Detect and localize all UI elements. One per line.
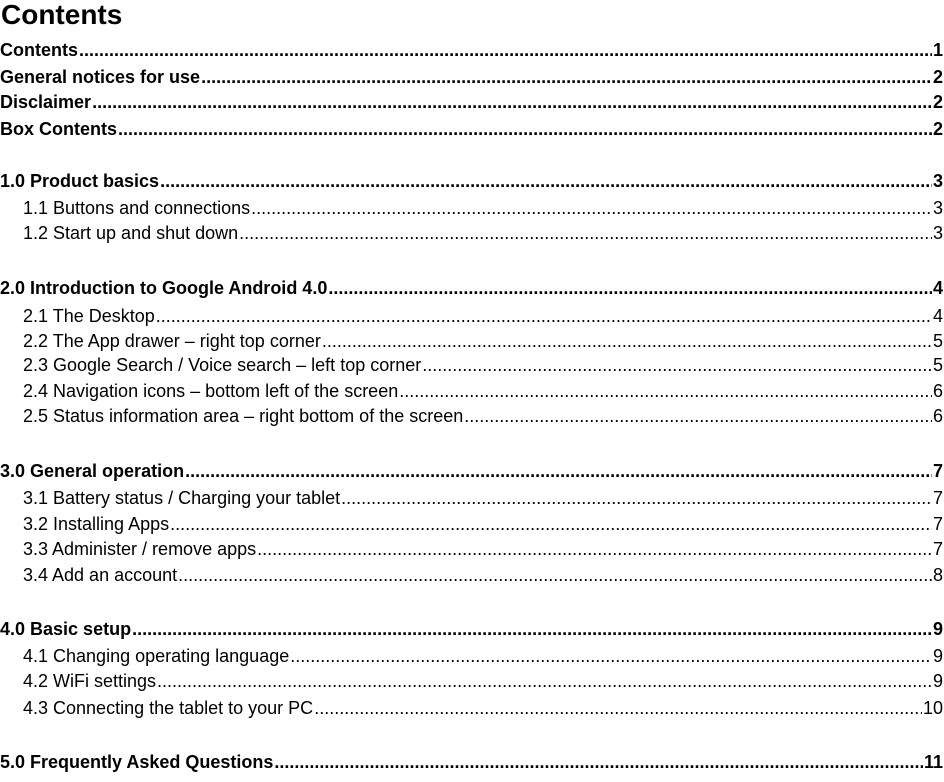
toc-dot-leader [92, 91, 932, 114]
toc-entry-subsection[interactable] [0, 645, 943, 668]
toc-page-number: 8 [932, 565, 943, 585]
toc-entry-title: 1.1 Buttons and connections [23, 198, 251, 218]
toc-entry-section[interactable] [0, 460, 943, 483]
toc-entry-section[interactable] [0, 277, 943, 300]
toc-dot-leader [118, 118, 932, 141]
toc-dot-leader [170, 513, 932, 536]
toc-entry-title: 4.0 Basic setup [0, 619, 132, 639]
toc-page-number: 3 [932, 171, 943, 191]
toc-page-number: 9 [932, 671, 943, 691]
toc-dot-leader [185, 460, 932, 483]
toc-entry-title: 3.3 Administer / remove apps [23, 539, 257, 559]
toc-entry-subsection[interactable] [0, 538, 943, 561]
toc-page-number: 2 [932, 67, 943, 87]
toc-page-number: 10 [922, 698, 943, 718]
toc-entry-subsection[interactable] [0, 380, 943, 403]
toc-page-number: 6 [932, 406, 943, 426]
toc-entry-section[interactable] [0, 170, 943, 193]
toc-dot-leader [341, 487, 932, 510]
toc-entry-subsection[interactable] [0, 405, 943, 428]
toc-entry-title: General notices for use [0, 67, 201, 87]
toc-entry-subsection[interactable] [0, 197, 943, 220]
toc-page-number: 7 [932, 488, 943, 508]
toc-entry-title: 1.0 Product basics [0, 171, 160, 191]
toc-entry-title: 1.2 Start up and shut down [23, 223, 239, 243]
toc-dot-leader [314, 697, 922, 720]
toc-entry-subsection[interactable] [0, 222, 943, 245]
toc-entry-subsection[interactable] [0, 305, 943, 328]
toc-entry-subsection[interactable] [0, 564, 943, 587]
toc-entry-title: 3.4 Add an account [23, 565, 178, 585]
toc-entry-subsection[interactable] [0, 513, 943, 536]
toc-entry-section[interactable] [0, 118, 943, 141]
toc-entry-subsection[interactable] [0, 670, 943, 693]
toc-dot-leader [239, 222, 932, 245]
toc-entry-title: 5.0 Frequently Asked Questions [0, 752, 274, 772]
toc-entry-title: 2.2 The App drawer – right top corner [23, 331, 321, 351]
toc-dot-leader [251, 197, 932, 220]
toc-dot-leader [290, 645, 932, 668]
toc-entry-subsection[interactable] [0, 697, 943, 720]
toc-dot-leader [201, 66, 932, 89]
toc-page-number: 3 [932, 223, 943, 243]
toc-entry-title: 3.0 General operation [0, 461, 185, 481]
toc-entry-title: 2.0 Introduction to Google Android 4.0 [0, 278, 328, 298]
toc-entry-title: 3.2 Installing Apps [23, 514, 170, 534]
toc-page-number: 2 [932, 92, 943, 112]
toc-dot-leader [178, 564, 932, 587]
toc-page-number: 4 [932, 278, 943, 298]
toc-entry-title: 2.1 The Desktop [23, 306, 155, 326]
toc-page-number: 5 [932, 331, 943, 351]
toc-entry-title: 4.3 Connecting the tablet to your PC [23, 698, 314, 718]
toc-page-number: 1 [932, 40, 943, 60]
toc-page-number: 5 [932, 355, 943, 375]
toc-entry-title: Contents [0, 40, 78, 60]
toc-entry-section[interactable] [0, 751, 943, 774]
page-title: Contents [1, 0, 123, 30]
toc-dot-leader [274, 751, 923, 774]
toc-dot-leader [156, 305, 932, 328]
toc-page-number: 6 [932, 381, 943, 401]
toc-page-number: 9 [932, 646, 943, 666]
toc-page-number: 7 [932, 539, 943, 559]
toc-entry-subsection[interactable] [0, 330, 943, 353]
toc-entry-section[interactable] [0, 39, 943, 62]
toc-page-number: 7 [932, 514, 943, 534]
toc-entry-title: 2.3 Google Search / Voice search – left top corner [23, 355, 422, 375]
toc-dot-leader [160, 170, 932, 193]
toc-page-number: 9 [932, 619, 943, 639]
toc-entry-title: 3.1 Battery status / Charging your tablet [23, 488, 341, 508]
toc-page-number: 3 [932, 198, 943, 218]
toc-entry-subsection[interactable] [0, 354, 943, 377]
toc-entry-title: 4.2 WiFi settings [23, 671, 157, 691]
toc-entry-section[interactable] [0, 66, 943, 89]
toc-page-number: 11 [923, 752, 943, 772]
toc-dot-leader [157, 670, 932, 693]
toc-dot-leader [399, 380, 932, 403]
toc-entry-subsection[interactable] [0, 487, 943, 510]
toc-page-number: 7 [932, 461, 943, 481]
toc-dot-leader [79, 39, 932, 62]
toc-entry-title: 2.5 Status information area – right bottom of the screen [23, 406, 464, 426]
toc-entry-title: 4.1 Changing operating language [23, 646, 290, 666]
toc-page-number: 4 [932, 306, 943, 326]
toc-entry-title: Box Contents [0, 119, 117, 139]
toc-dot-leader [257, 538, 932, 561]
toc-entry-title: 2.4 Navigation icons – bottom left of the screen [23, 381, 399, 401]
toc-dot-leader [328, 277, 932, 300]
toc-page-number: 2 [932, 119, 943, 139]
toc-dot-leader [322, 330, 932, 353]
toc-dot-leader [422, 354, 932, 377]
toc-dot-leader [464, 405, 932, 428]
toc-entry-section[interactable] [0, 618, 943, 641]
toc-entry-title: Disclaimer [0, 92, 92, 112]
toc-dot-leader [132, 618, 932, 641]
toc-entry-section[interactable] [0, 91, 943, 114]
